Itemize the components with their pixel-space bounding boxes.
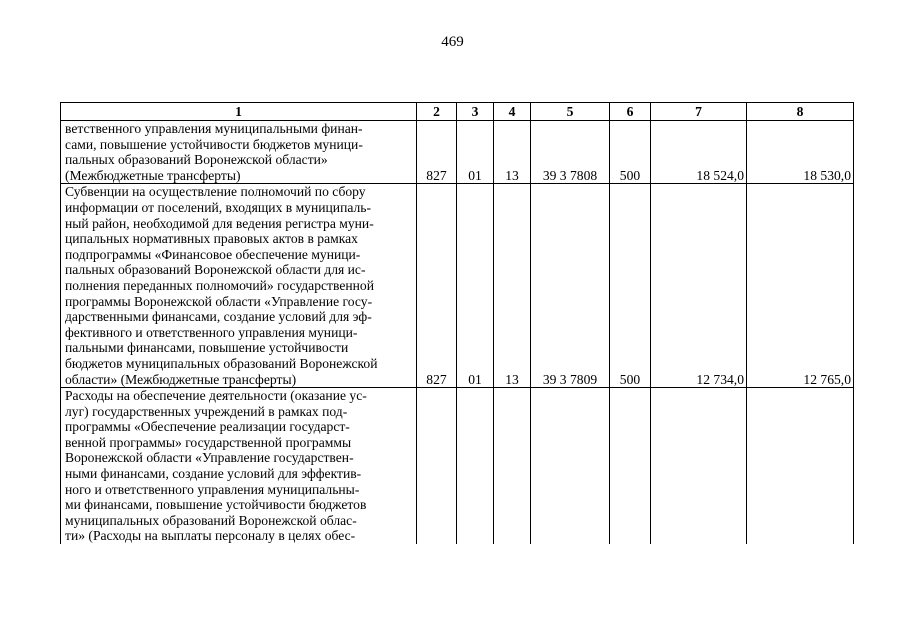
- section-code: 01: [457, 184, 494, 388]
- description-line: венной программы» государственной программы: [65, 434, 352, 450]
- amount-year-2: 18 530,0: [747, 121, 854, 184]
- amount-year-1: [651, 388, 747, 544]
- description-line: подпрограммы «Финансовое обеспечение муници-: [65, 246, 361, 262]
- description-line: муниципальных образований Воронежской облас-: [65, 512, 357, 528]
- header-col-5: 5: [531, 103, 610, 121]
- description-line: полнения переданных полномочий» государственной: [65, 277, 374, 293]
- description-line: ципальных нормативных правовых актов в рамках: [65, 231, 358, 247]
- header-col-6: 6: [610, 103, 651, 121]
- subsection-code: 13: [494, 184, 531, 388]
- amount-year-2: 12 765,0: [747, 184, 854, 388]
- description-line: Воронежской области «Управление государствен-: [65, 450, 354, 466]
- description-line: (Межбюджетные трансферты): [65, 167, 241, 183]
- amount-year-2: [747, 388, 854, 544]
- description-line: сами, повышение устойчивости бюджетов муници-: [65, 136, 363, 152]
- ministry-code: 827: [417, 184, 457, 388]
- header-col-8: 8: [747, 103, 854, 121]
- description-line: ный район, необходимой для ведения регистра муни-: [65, 215, 374, 231]
- header-col-3: 3: [457, 103, 494, 121]
- description-line: программы «Обеспечение реализации государст-: [65, 419, 350, 435]
- header-row: [61, 103, 854, 121]
- row-description: [61, 121, 417, 184]
- target-article-code: 39 3 7809: [531, 184, 610, 388]
- subsection-code: [494, 388, 531, 544]
- description-line: фективного и ответственного управления муници-: [65, 324, 358, 340]
- target-article-code: 39 3 7808: [531, 121, 610, 184]
- header-col-1: 1: [61, 103, 417, 121]
- row-description: [61, 388, 417, 544]
- description-line: области» (Межбюджетные трансферты): [65, 371, 297, 387]
- expense-type-code: 500: [610, 184, 651, 388]
- header-col-2: 2: [417, 103, 457, 121]
- budget-table: [60, 102, 854, 544]
- table-row: [61, 184, 854, 388]
- ministry-code: 827: [417, 121, 457, 184]
- description-line: ного и ответственного управления муниципальны-: [65, 481, 360, 497]
- description-line: ми финансами, повышение устойчивости бюджетов: [65, 497, 367, 513]
- subsection-code: 13: [494, 121, 531, 184]
- expense-type-code: [610, 388, 651, 544]
- table-row: [61, 388, 854, 544]
- description-line: программы Воронежской области «Управление госу-: [65, 293, 373, 309]
- description-line: ными финансами, создание условий для эффектив-: [65, 466, 362, 482]
- row-description: [61, 184, 417, 388]
- ministry-code: [417, 388, 457, 544]
- amount-year-1: 18 524,0: [651, 121, 747, 184]
- target-article-code: [531, 388, 610, 544]
- description-line: Субвенции на осуществление полномочий по сбору: [65, 184, 366, 200]
- page-number: 469: [441, 34, 464, 50]
- description-line: дарственными финансами, создание условий для эф-: [65, 309, 372, 325]
- description-line: информации от поселений, входящих в муниципаль-: [65, 199, 372, 215]
- amount-year-1: 12 734,0: [651, 184, 747, 388]
- section-code: 01: [457, 121, 494, 184]
- description-line: пальными финансами, повышение устойчивости: [65, 340, 349, 356]
- description-line: Расходы на обеспечение деятельности (оказание ус-: [65, 388, 367, 404]
- description-line: бюджетов муниципальных образований Воронежской: [65, 355, 378, 371]
- description-line: луг) государственных учреждений в рамках под-: [65, 403, 348, 419]
- header-col-4: 4: [494, 103, 531, 121]
- description-line: пальных образований Воронежской области»: [65, 152, 328, 168]
- description-line: ти» (Расходы на выплаты персоналу в целях обес-: [65, 528, 356, 544]
- section-code: [457, 388, 494, 544]
- expense-type-code: 500: [610, 121, 651, 184]
- table-row: [61, 121, 854, 184]
- description-line: ветственного управления муниципальными финан-: [65, 121, 363, 136]
- header-col-7: 7: [651, 103, 747, 121]
- description-line: пальных образований Воронежской области для ис-: [65, 262, 366, 278]
